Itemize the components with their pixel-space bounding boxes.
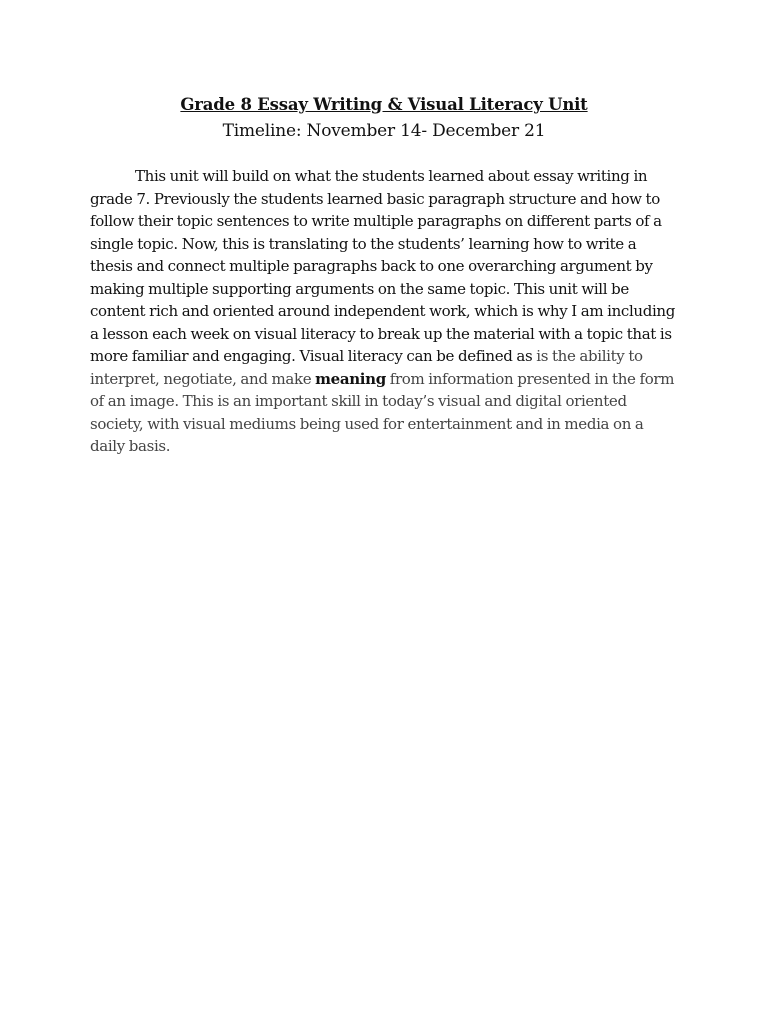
definition-bold-word: meaning (315, 369, 386, 388)
definition-text-end: from information presented in the form of an image. This is an important skill in today’s visual and digital oriented society, with visual mediums being used for entertainment and in media on a daily basis. (90, 369, 675, 455)
unit-description-paragraph (90, 165, 680, 458)
document-title: Grade 8 Essay Writing & Visual Literacy Unit (180, 95, 588, 114)
document-header (90, 92, 678, 144)
document-timeline: Timeline: November 14- December 21 (222, 121, 546, 141)
definition-text-start: is the ability to interpret, negotiate, and make (90, 347, 643, 388)
paragraph-main-text: This unit will build on what the students learned about essay writing in grade 7. Previously the students learned basic paragraph structure and how to follow their topic sentences to write multiple paragraphs on different parts of a single topic. Now, this is translating to the students’ learning how to write a thesis and connect multiple paragraphs back to one overarching argument by making multiple supporting arguments on the same topic. This unit will be content rich and oriented around independent work, which is why I am including a lesson each week on visual literacy to break up the material with a topic that is more familiar and engaging. Visual literacy can be defined as (90, 167, 675, 365)
